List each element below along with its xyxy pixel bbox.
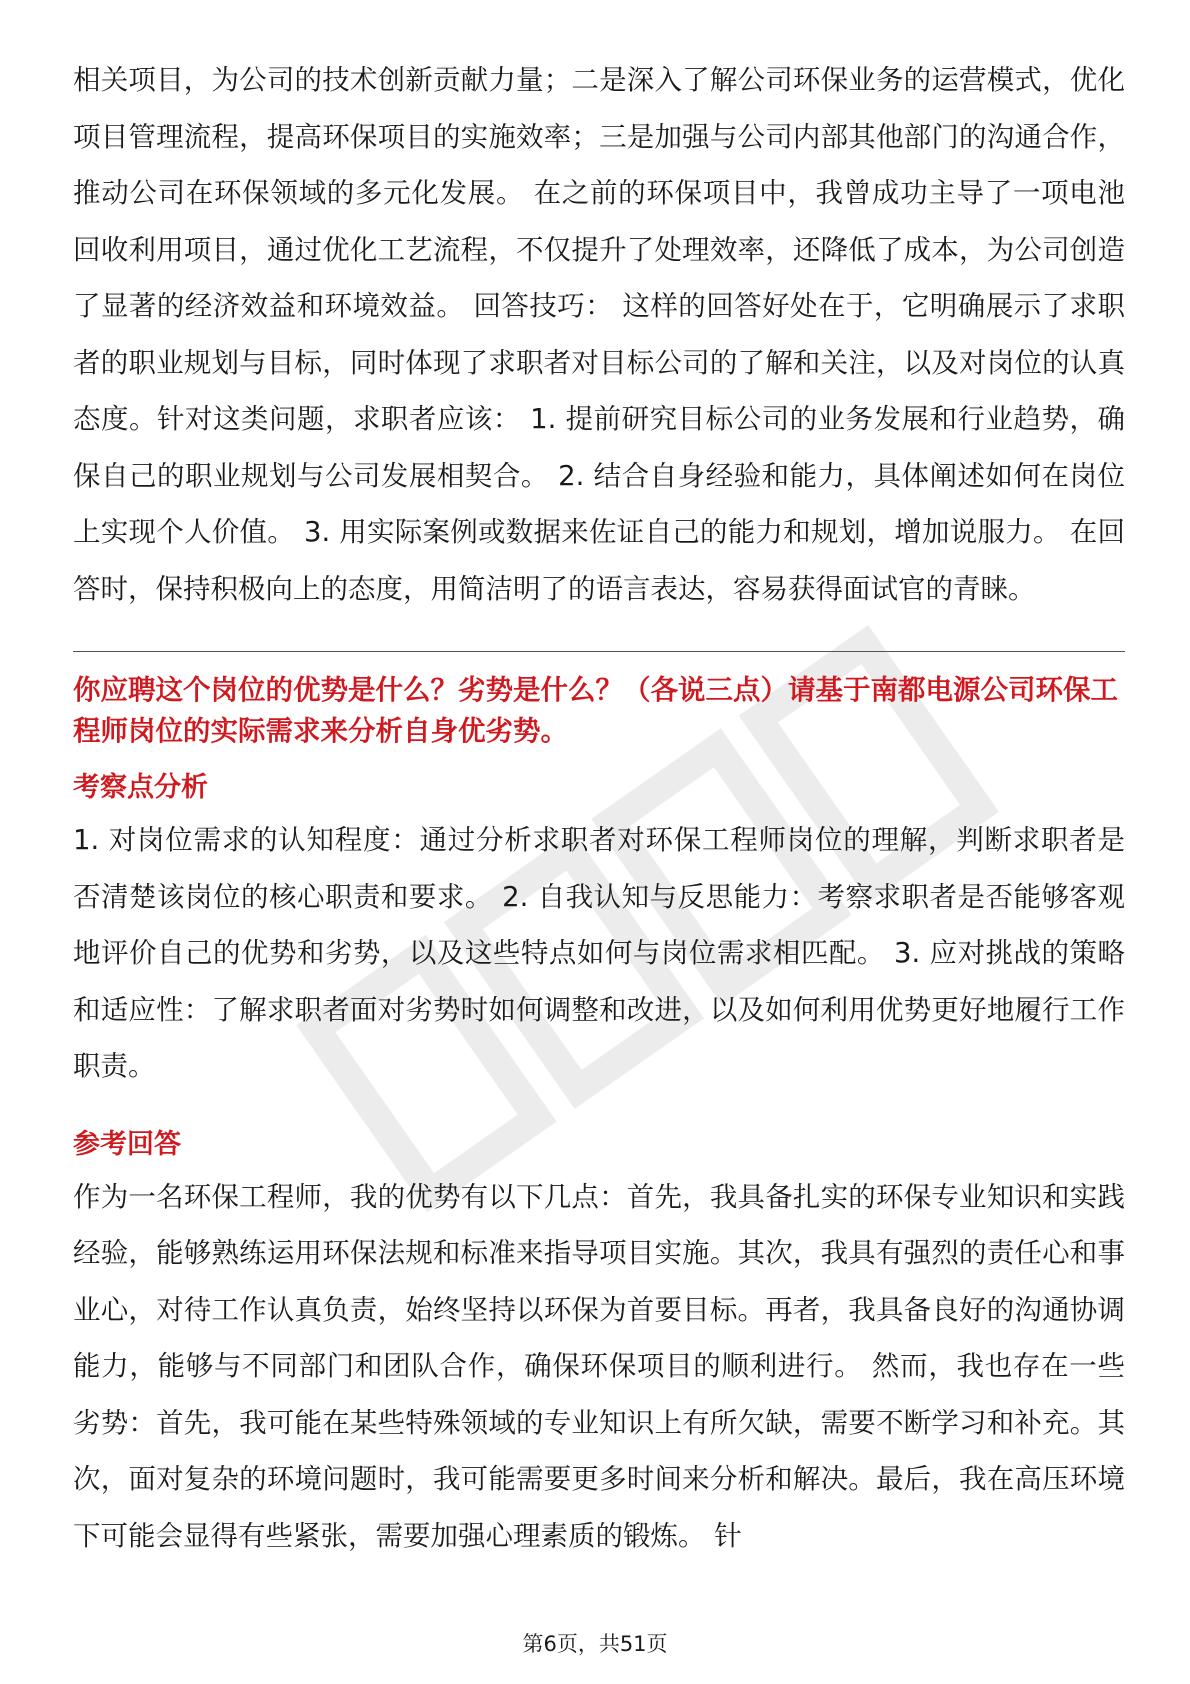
document-page [73,52,1125,1564]
page-indicator: 第6页，共51页 [522,1632,668,1656]
answer-title: 参考回答 [73,1128,181,1160]
question-heading: 你应聘这个岗位的优势是什么？劣势是什么？（各说三点）请基于南都电源公司环保工程师岗位的实际需求来分析自身优劣势。 [73,674,1118,747]
intro-paragraph: 相关项目，为公司的技术创新贡献力量；二是深入了解公司环保业务的运营模式，优化项目管理流程，提高环保项目的实施效率；三是加强与公司内部其他部门的沟通合作，推动公司在环保领域的多元化发展。 在之前的环保项目中，我曾成功主导了一项电池回收利用项目，通过优化工艺流程，不仅提升了处理效率，还降低了成本，为公司创造了显著的经济效益和环境效益。 回答技巧： 这样的回答好处在于，它明确展示了求职者的职业规划与目标，同时体现了求职者对目标公司的了解和关注，以及对岗位的认真态度。针对这类问题，求职者应该： 1. 提前研究目标公司的业务发展和行业趋势，确保自己的职业规划与公司发展相契合。 2. 结合自身经验和能力，具体阐述如何在岗位上实现个人价值。 3. 用实际案例或数据来佐证自己的能力和规划，增加说服力。 在回答时，保持积极向上的态度，用简洁明了的语言表达，容易获得面试官的青睐。 [73,64,1125,605]
answer-paragraph: 作为一名环保工程师，我的优势有以下几点：首先，我具备扎实的环保专业知识和实践经验，能够熟练运用环保法规和标准来指导项目实施。其次，我具有强烈的责任心和事业心，对待工作认真负责，始终坚持以环保为首要目标。再者，我具备良好的沟通协调能力，能够与不同部门和团队合作，确保环保项目的顺利进行。 然而，我也存在一些劣势：首先，我可能在某些特殊领域的专业知识上有所欠缺，需要不断学习和补充。其次，面对复杂的环境问题时，我可能需要更多时间来分析和解决。最后，我在高压环境下可能会显得有些紧张，需要加强心理素质的锻炼。 针 [73,1180,1125,1552]
analysis-paragraph: 1. 对岗位需求的认知程度：通过分析求职者对环保工程师岗位的理解，判断求职者是否清楚该岗位的核心职责和要求。 2. 自我认知与反思能力：考察求职者是否能够客观地评价自己的优势和劣势，以及这些特点如何与岗位需求相匹配。 3. 应对挑战的策略和适应性：了解求职者面对劣势时如何调整和改进，以及如何利用优势更好地履行工作职责。 [73,824,1125,1082]
section-divider [73,651,1125,652]
analysis-title: 考察点分析 [73,772,208,803]
